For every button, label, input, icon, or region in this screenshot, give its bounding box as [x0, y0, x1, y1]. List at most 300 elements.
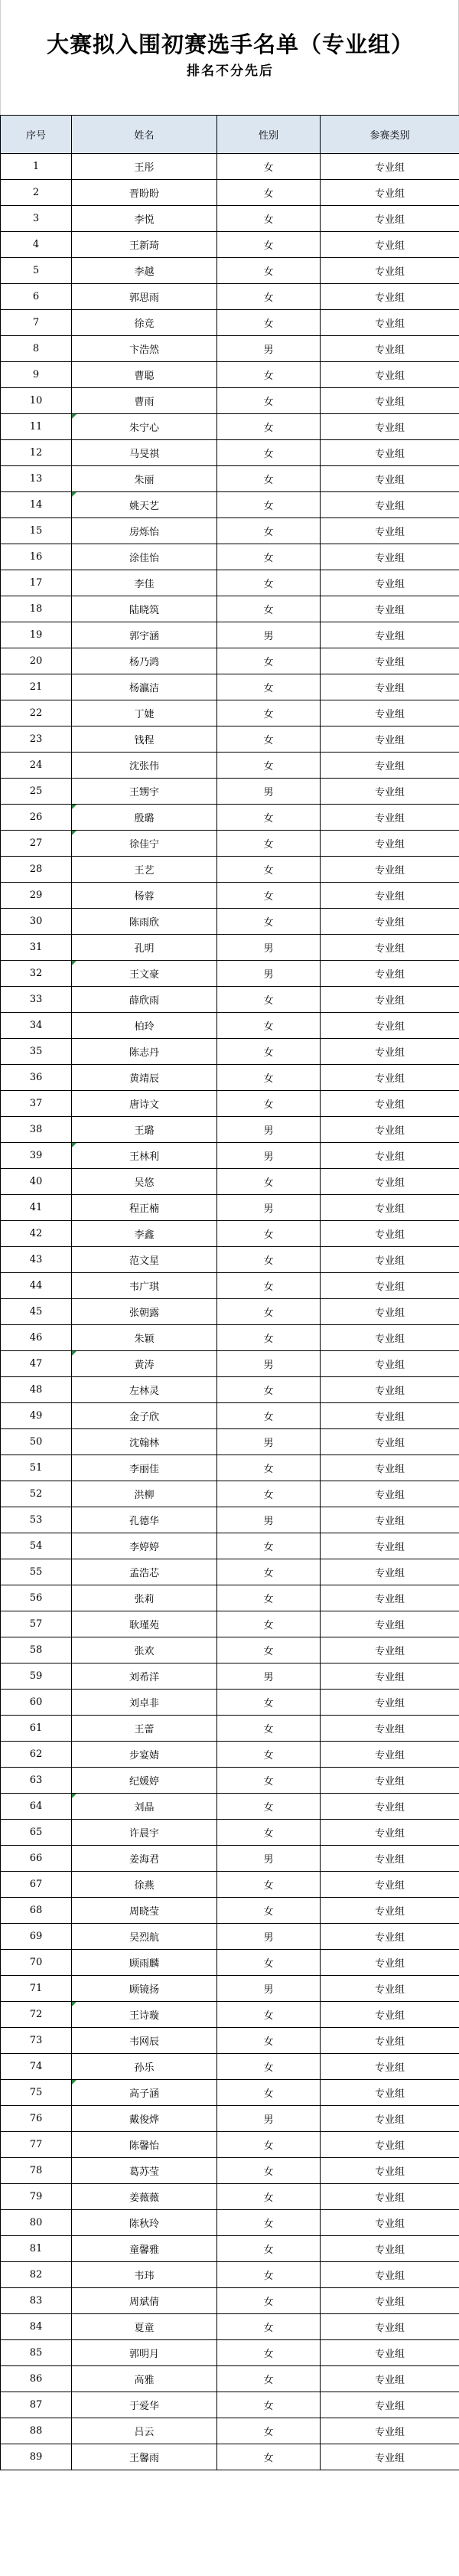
cell-name[interactable] — [72, 388, 217, 414]
cell-name[interactable] — [72, 1533, 217, 1559]
cell-category[interactable] — [321, 2288, 459, 2314]
cell-number[interactable] — [1, 1976, 72, 2002]
cell-category[interactable] — [321, 2418, 459, 2444]
cell-category[interactable] — [321, 2054, 459, 2080]
cell-gender[interactable] — [217, 1429, 321, 1455]
cell-gender[interactable] — [217, 1377, 321, 1403]
cell-category[interactable] — [321, 700, 459, 726]
cell-name[interactable] — [72, 2340, 217, 2366]
cell-number[interactable] — [1, 1247, 72, 1273]
cell-gender[interactable] — [217, 1794, 321, 1820]
cell-number[interactable] — [1, 2106, 72, 2132]
cell-gender[interactable] — [217, 1898, 321, 1924]
cell-gender[interactable] — [217, 284, 321, 310]
cell-category[interactable] — [321, 2080, 459, 2106]
cell-name[interactable] — [72, 1377, 217, 1403]
cell-number[interactable] — [1, 2080, 72, 2106]
cell-gender[interactable] — [217, 1924, 321, 1950]
cell-number[interactable] — [1, 1221, 72, 1247]
cell-name[interactable] — [72, 2444, 217, 2470]
cell-category[interactable] — [321, 674, 459, 700]
cell-name[interactable] — [72, 492, 217, 518]
cell-number[interactable] — [1, 1273, 72, 1299]
cell-gender[interactable] — [217, 2392, 321, 2418]
cell-category[interactable] — [321, 961, 459, 987]
cell-category[interactable] — [321, 1976, 459, 2002]
cell-number[interactable] — [1, 206, 72, 232]
cell-name[interactable] — [72, 1195, 217, 1221]
cell-number[interactable] — [1, 466, 72, 492]
cell-number[interactable] — [1, 2444, 72, 2470]
cell-name[interactable] — [72, 2314, 217, 2340]
cell-category[interactable] — [321, 1924, 459, 1950]
cell-category[interactable] — [321, 2314, 459, 2340]
cell-number[interactable] — [1, 2314, 72, 2340]
cell-gender[interactable] — [217, 1221, 321, 1247]
cell-category[interactable] — [321, 987, 459, 1013]
cell-category[interactable] — [321, 1117, 459, 1143]
cell-gender[interactable] — [217, 154, 321, 180]
cell-category[interactable] — [321, 648, 459, 674]
cell-category[interactable] — [321, 1716, 459, 1742]
cell-gender[interactable] — [217, 1950, 321, 1976]
cell-number[interactable] — [1, 1794, 72, 1820]
cell-gender[interactable] — [217, 2340, 321, 2366]
cell-gender[interactable] — [217, 1325, 321, 1351]
cell-number[interactable] — [1, 1533, 72, 1559]
cell-number[interactable] — [1, 1611, 72, 1637]
cell-number[interactable] — [1, 2054, 72, 2080]
cell-name[interactable] — [72, 1117, 217, 1143]
column-header-number[interactable]: 序号 — [1, 116, 72, 154]
cell-name[interactable] — [72, 2288, 217, 2314]
cell-gender[interactable] — [217, 779, 321, 805]
cell-gender[interactable] — [217, 935, 321, 961]
cell-gender[interactable] — [217, 1846, 321, 1872]
cell-name[interactable] — [72, 1637, 217, 1663]
cell-name[interactable] — [72, 961, 217, 987]
cell-category[interactable] — [321, 726, 459, 753]
cell-gender[interactable] — [217, 518, 321, 544]
cell-name[interactable] — [72, 805, 217, 831]
cell-gender[interactable] — [217, 2132, 321, 2158]
cell-name[interactable] — [72, 2132, 217, 2158]
cell-gender[interactable] — [217, 466, 321, 492]
cell-number[interactable] — [1, 1846, 72, 1872]
cell-name[interactable] — [72, 1143, 217, 1169]
cell-name[interactable] — [72, 284, 217, 310]
cell-gender[interactable] — [217, 2314, 321, 2340]
cell-number[interactable] — [1, 258, 72, 284]
cell-category[interactable] — [321, 1898, 459, 1924]
cell-number[interactable] — [1, 857, 72, 883]
cell-gender[interactable] — [217, 1507, 321, 1533]
cell-category[interactable] — [321, 1403, 459, 1429]
cell-category[interactable] — [321, 1690, 459, 1716]
cell-category[interactable] — [321, 831, 459, 857]
cell-number[interactable] — [1, 909, 72, 935]
cell-number[interactable] — [1, 492, 72, 518]
cell-category[interactable] — [321, 622, 459, 648]
cell-gender[interactable] — [217, 2054, 321, 2080]
cell-gender[interactable] — [217, 1820, 321, 1846]
cell-category[interactable] — [321, 2002, 459, 2028]
cell-name[interactable] — [72, 1221, 217, 1247]
cell-gender[interactable] — [217, 206, 321, 232]
cell-category[interactable] — [321, 2340, 459, 2366]
cell-number[interactable] — [1, 831, 72, 857]
cell-name[interactable] — [72, 883, 217, 909]
cell-number[interactable] — [1, 779, 72, 805]
cell-category[interactable] — [321, 1065, 459, 1091]
cell-number[interactable] — [1, 2262, 72, 2288]
cell-category[interactable] — [321, 753, 459, 779]
cell-category[interactable] — [321, 1742, 459, 1768]
cell-number[interactable] — [1, 440, 72, 466]
cell-name[interactable] — [72, 1820, 217, 1846]
cell-name[interactable] — [72, 1872, 217, 1898]
cell-number[interactable] — [1, 388, 72, 414]
cell-gender[interactable] — [217, 674, 321, 700]
cell-number[interactable] — [1, 1117, 72, 1143]
cell-gender[interactable] — [217, 362, 321, 388]
cell-name[interactable] — [72, 935, 217, 961]
cell-gender[interactable] — [217, 492, 321, 518]
cell-name[interactable] — [72, 1716, 217, 1742]
cell-category[interactable] — [321, 1039, 459, 1065]
cell-number[interactable] — [1, 2418, 72, 2444]
cell-gender[interactable] — [217, 2444, 321, 2470]
cell-category[interactable] — [321, 518, 459, 544]
cell-name[interactable] — [72, 466, 217, 492]
cell-gender[interactable] — [217, 2236, 321, 2262]
cell-number[interactable] — [1, 935, 72, 961]
cell-name[interactable] — [72, 1247, 217, 1273]
cell-name[interactable] — [72, 1429, 217, 1455]
cell-category[interactable] — [321, 1872, 459, 1898]
cell-gender[interactable] — [217, 2184, 321, 2210]
cell-gender[interactable] — [217, 1013, 321, 1039]
cell-number[interactable] — [1, 362, 72, 388]
cell-category[interactable] — [321, 570, 459, 596]
cell-gender[interactable] — [217, 1637, 321, 1663]
cell-gender[interactable] — [217, 1611, 321, 1637]
cell-name[interactable] — [72, 1794, 217, 1820]
cell-category[interactable] — [321, 258, 459, 284]
cell-gender[interactable] — [217, 700, 321, 726]
cell-gender[interactable] — [217, 1169, 321, 1195]
cell-category[interactable] — [321, 1611, 459, 1637]
cell-category[interactable] — [321, 544, 459, 570]
cell-name[interactable] — [72, 1976, 217, 2002]
cell-gender[interactable] — [217, 1247, 321, 1273]
column-header-gender[interactable]: 性别 — [217, 116, 321, 154]
cell-category[interactable] — [321, 857, 459, 883]
cell-number[interactable] — [1, 883, 72, 909]
cell-category[interactable] — [321, 2106, 459, 2132]
cell-name[interactable] — [72, 2210, 217, 2236]
cell-name[interactable] — [72, 1325, 217, 1351]
cell-category[interactable] — [321, 206, 459, 232]
cell-gender[interactable] — [217, 883, 321, 909]
cell-gender[interactable] — [217, 1091, 321, 1117]
cell-name[interactable] — [72, 1611, 217, 1637]
cell-number[interactable] — [1, 1507, 72, 1533]
cell-gender[interactable] — [217, 1663, 321, 1690]
cell-name[interactable] — [72, 596, 217, 622]
cell-name[interactable] — [72, 1585, 217, 1611]
cell-number[interactable] — [1, 1403, 72, 1429]
cell-number[interactable] — [1, 1013, 72, 1039]
cell-gender[interactable] — [217, 1299, 321, 1325]
cell-gender[interactable] — [217, 2366, 321, 2392]
cell-gender[interactable] — [217, 2262, 321, 2288]
cell-category[interactable] — [321, 2444, 459, 2470]
cell-gender[interactable] — [217, 544, 321, 570]
cell-gender[interactable] — [217, 1403, 321, 1429]
cell-gender[interactable] — [217, 1351, 321, 1377]
cell-gender[interactable] — [217, 1065, 321, 1091]
cell-name[interactable] — [72, 1455, 217, 1481]
cell-name[interactable] — [72, 154, 217, 180]
cell-gender[interactable] — [217, 596, 321, 622]
cell-name[interactable] — [72, 1559, 217, 1585]
cell-category[interactable] — [321, 2262, 459, 2288]
cell-category[interactable] — [321, 1013, 459, 1039]
cell-name[interactable] — [72, 1768, 217, 1794]
cell-category[interactable] — [321, 1429, 459, 1455]
cell-number[interactable] — [1, 2028, 72, 2054]
cell-number[interactable] — [1, 805, 72, 831]
cell-name[interactable] — [72, 674, 217, 700]
cell-number[interactable] — [1, 2210, 72, 2236]
cell-name[interactable] — [72, 362, 217, 388]
cell-name[interactable] — [72, 1898, 217, 1924]
cell-name[interactable] — [72, 570, 217, 596]
cell-gender[interactable] — [217, 857, 321, 883]
cell-name[interactable] — [72, 232, 217, 258]
cell-category[interactable] — [321, 336, 459, 362]
cell-gender[interactable] — [217, 414, 321, 440]
cell-number[interactable] — [1, 987, 72, 1013]
cell-gender[interactable] — [217, 1481, 321, 1507]
cell-name[interactable] — [72, 857, 217, 883]
cell-category[interactable] — [321, 1351, 459, 1377]
cell-name[interactable] — [72, 1846, 217, 1872]
cell-gender[interactable] — [217, 831, 321, 857]
cell-number[interactable] — [1, 2392, 72, 2418]
cell-name[interactable] — [72, 1742, 217, 1768]
cell-name[interactable] — [72, 440, 217, 466]
cell-number[interactable] — [1, 1820, 72, 1846]
cell-number[interactable] — [1, 1481, 72, 1507]
cell-name[interactable] — [72, 700, 217, 726]
cell-gender[interactable] — [217, 1716, 321, 1742]
cell-name[interactable] — [72, 2236, 217, 2262]
cell-category[interactable] — [321, 1455, 459, 1481]
cell-category[interactable] — [321, 154, 459, 180]
cell-number[interactable] — [1, 1377, 72, 1403]
cell-number[interactable] — [1, 1143, 72, 1169]
cell-category[interactable] — [321, 1481, 459, 1507]
cell-number[interactable] — [1, 1559, 72, 1585]
cell-number[interactable] — [1, 1455, 72, 1481]
cell-gender[interactable] — [217, 1690, 321, 1716]
cell-gender[interactable] — [217, 310, 321, 336]
cell-number[interactable] — [1, 180, 72, 206]
cell-name[interactable] — [72, 1481, 217, 1507]
cell-gender[interactable] — [217, 1768, 321, 1794]
cell-number[interactable] — [1, 2236, 72, 2262]
column-header-category[interactable]: 参赛类别 — [321, 116, 459, 154]
cell-name[interactable] — [72, 987, 217, 1013]
cell-number[interactable] — [1, 2132, 72, 2158]
cell-number[interactable] — [1, 1585, 72, 1611]
cell-number[interactable] — [1, 1065, 72, 1091]
cell-name[interactable] — [72, 753, 217, 779]
cell-number[interactable] — [1, 1299, 72, 1325]
cell-gender[interactable] — [217, 1455, 321, 1481]
cell-name[interactable] — [72, 1013, 217, 1039]
cell-category[interactable] — [321, 440, 459, 466]
cell-name[interactable] — [72, 831, 217, 857]
cell-number[interactable] — [1, 1429, 72, 1455]
cell-gender[interactable] — [217, 805, 321, 831]
cell-category[interactable] — [321, 779, 459, 805]
cell-number[interactable] — [1, 596, 72, 622]
cell-name[interactable] — [72, 1065, 217, 1091]
cell-gender[interactable] — [217, 2080, 321, 2106]
cell-number[interactable] — [1, 1195, 72, 1221]
cell-gender[interactable] — [217, 726, 321, 753]
cell-number[interactable] — [1, 1690, 72, 1716]
cell-number[interactable] — [1, 1898, 72, 1924]
cell-gender[interactable] — [217, 2002, 321, 2028]
cell-number[interactable] — [1, 1351, 72, 1377]
cell-gender[interactable] — [217, 388, 321, 414]
cell-number[interactable] — [1, 961, 72, 987]
cell-category[interactable] — [321, 1950, 459, 1976]
cell-category[interactable] — [321, 2392, 459, 2418]
cell-gender[interactable] — [217, 440, 321, 466]
cell-name[interactable] — [72, 2418, 217, 2444]
cell-name[interactable] — [72, 1351, 217, 1377]
cell-name[interactable] — [72, 1507, 217, 1533]
cell-gender[interactable] — [217, 570, 321, 596]
cell-number[interactable] — [1, 753, 72, 779]
cell-category[interactable] — [321, 414, 459, 440]
cell-category[interactable] — [321, 284, 459, 310]
cell-name[interactable] — [72, 1039, 217, 1065]
cell-gender[interactable] — [217, 1742, 321, 1768]
cell-category[interactable] — [321, 2132, 459, 2158]
cell-name[interactable] — [72, 258, 217, 284]
cell-number[interactable] — [1, 1950, 72, 1976]
cell-gender[interactable] — [217, 987, 321, 1013]
cell-category[interactable] — [321, 1169, 459, 1195]
cell-name[interactable] — [72, 1924, 217, 1950]
cell-number[interactable] — [1, 648, 72, 674]
cell-category[interactable] — [321, 1325, 459, 1351]
cell-number[interactable] — [1, 544, 72, 570]
cell-name[interactable] — [72, 310, 217, 336]
cell-gender[interactable] — [217, 909, 321, 935]
cell-gender[interactable] — [217, 648, 321, 674]
cell-number[interactable] — [1, 700, 72, 726]
cell-gender[interactable] — [217, 622, 321, 648]
cell-number[interactable] — [1, 570, 72, 596]
cell-name[interactable] — [72, 1663, 217, 1690]
cell-name[interactable] — [72, 1299, 217, 1325]
cell-number[interactable] — [1, 1872, 72, 1898]
cell-name[interactable] — [72, 779, 217, 805]
cell-number[interactable] — [1, 1637, 72, 1663]
cell-category[interactable] — [321, 883, 459, 909]
cell-number[interactable] — [1, 2366, 72, 2392]
cell-name[interactable] — [72, 1690, 217, 1716]
cell-name[interactable] — [72, 2106, 217, 2132]
cell-gender[interactable] — [217, 2028, 321, 2054]
cell-category[interactable] — [321, 1507, 459, 1533]
cell-category[interactable] — [321, 2366, 459, 2392]
cell-category[interactable] — [321, 2184, 459, 2210]
cell-category[interactable] — [321, 935, 459, 961]
cell-gender[interactable] — [217, 2158, 321, 2184]
cell-name[interactable] — [72, 1950, 217, 1976]
cell-name[interactable] — [72, 544, 217, 570]
cell-gender[interactable] — [217, 1872, 321, 1898]
cell-gender[interactable] — [217, 2418, 321, 2444]
cell-category[interactable] — [321, 1846, 459, 1872]
cell-number[interactable] — [1, 1325, 72, 1351]
cell-category[interactable] — [321, 1221, 459, 1247]
cell-category[interactable] — [321, 1637, 459, 1663]
cell-number[interactable] — [1, 232, 72, 258]
cell-name[interactable] — [72, 2080, 217, 2106]
cell-category[interactable] — [321, 1533, 459, 1559]
cell-gender[interactable] — [217, 1559, 321, 1585]
cell-category[interactable] — [321, 1820, 459, 1846]
cell-category[interactable] — [321, 1195, 459, 1221]
cell-category[interactable] — [321, 2236, 459, 2262]
cell-gender[interactable] — [217, 180, 321, 206]
cell-number[interactable] — [1, 336, 72, 362]
cell-category[interactable] — [321, 232, 459, 258]
cell-number[interactable] — [1, 310, 72, 336]
cell-number[interactable] — [1, 518, 72, 544]
cell-gender[interactable] — [217, 2106, 321, 2132]
cell-gender[interactable] — [217, 258, 321, 284]
cell-gender[interactable] — [217, 753, 321, 779]
cell-number[interactable] — [1, 674, 72, 700]
cell-number[interactable] — [1, 414, 72, 440]
cell-name[interactable] — [72, 622, 217, 648]
cell-number[interactable] — [1, 2158, 72, 2184]
cell-gender[interactable] — [217, 1039, 321, 1065]
cell-number[interactable] — [1, 2288, 72, 2314]
cell-name[interactable] — [72, 909, 217, 935]
cell-category[interactable] — [321, 1299, 459, 1325]
cell-name[interactable] — [72, 2366, 217, 2392]
cell-gender[interactable] — [217, 1195, 321, 1221]
cell-gender[interactable] — [217, 1273, 321, 1299]
cell-category[interactable] — [321, 2158, 459, 2184]
cell-category[interactable] — [321, 310, 459, 336]
cell-name[interactable] — [72, 414, 217, 440]
cell-category[interactable] — [321, 1377, 459, 1403]
cell-number[interactable] — [1, 726, 72, 753]
cell-gender[interactable] — [217, 1976, 321, 2002]
